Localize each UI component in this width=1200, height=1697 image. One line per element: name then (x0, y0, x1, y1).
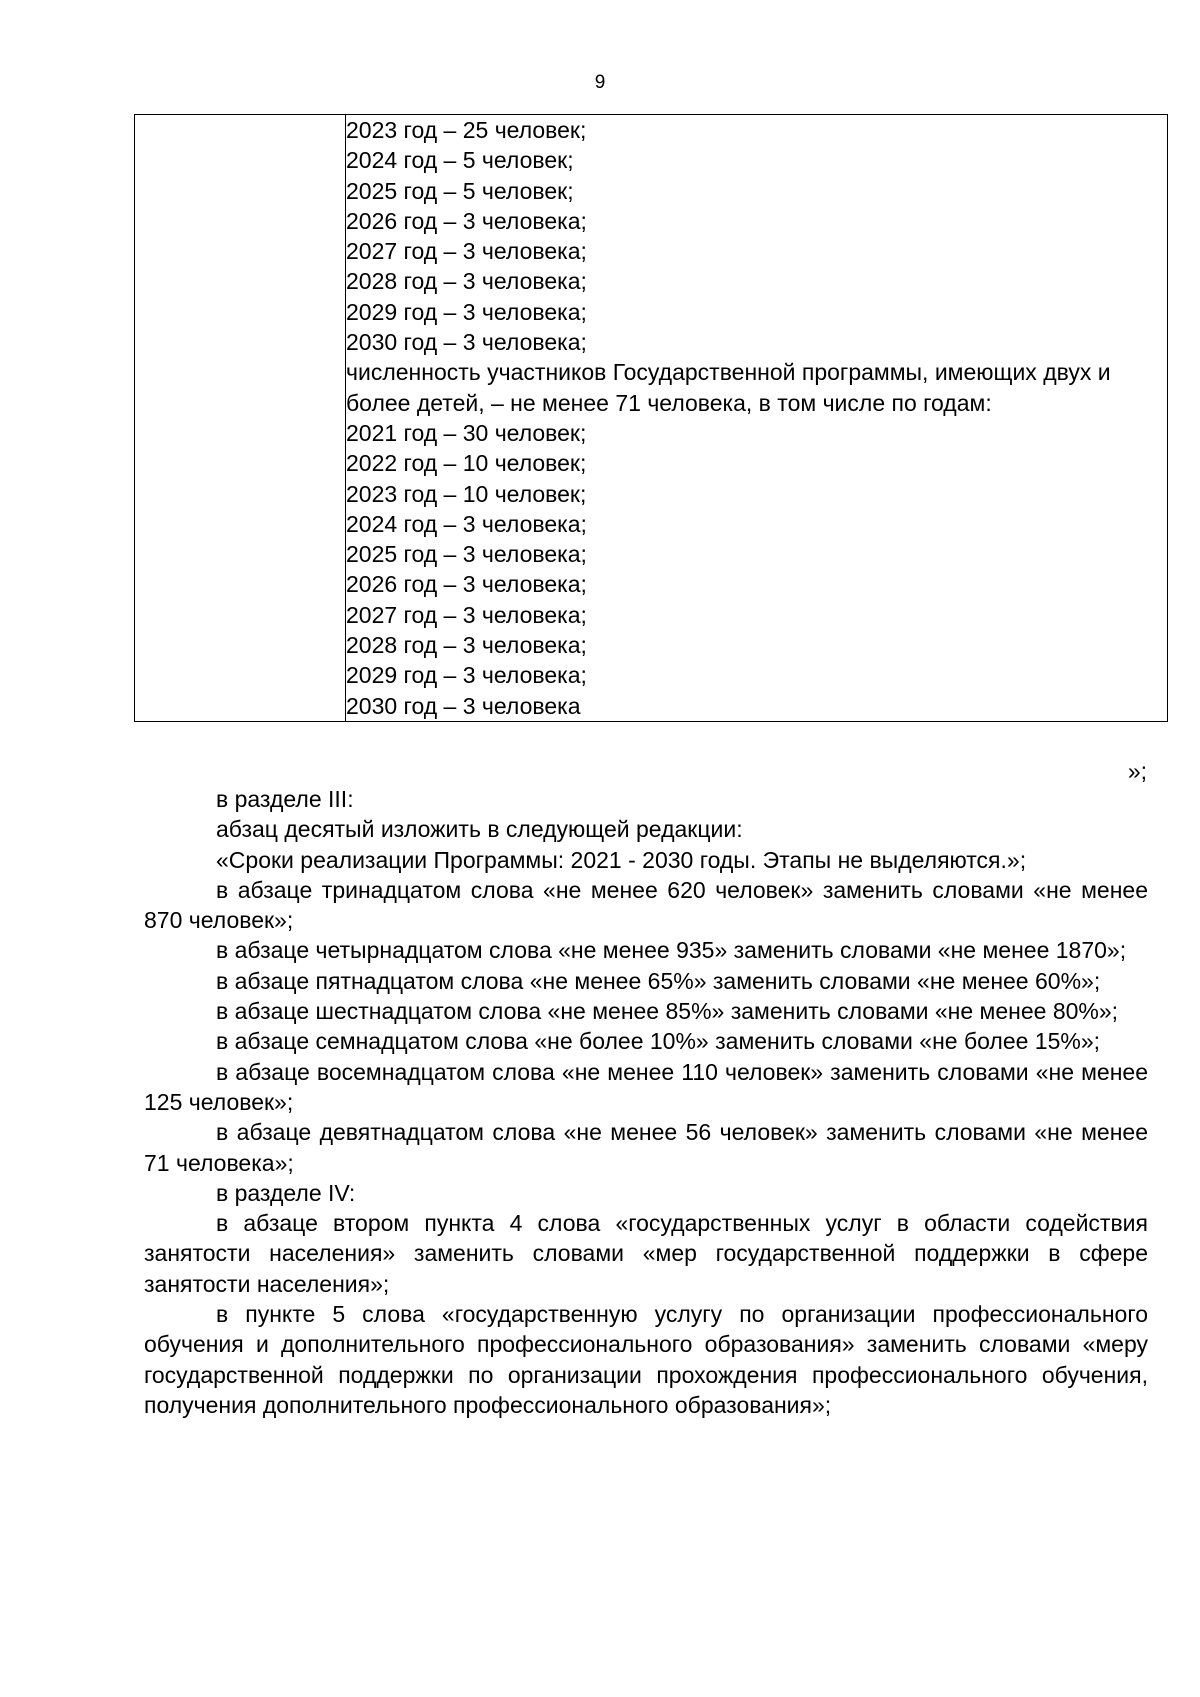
page-number: 9 (594, 72, 606, 93)
table-line: 2026 год – 3 человека; (346, 207, 587, 234)
paragraph: в абзаце четырнадцатом слова «не менее 935» заменить словами «не менее 1870»; (216, 937, 1127, 964)
table-line: 2028 год – 3 человека; (346, 268, 587, 295)
table-line: 2024 год – 5 человек; (346, 147, 574, 174)
amendments-text (144, 784, 1148, 1420)
table-right-cell (346, 115, 1168, 722)
table-line: 2023 год – 10 человек; (346, 480, 587, 507)
table-line: 2029 год – 3 человека; (346, 298, 587, 325)
table-line: 2021 год – 30 человек; (346, 419, 587, 446)
table-line-participants-two-children: численность участников Государственной программы, имеющих двух и более детей, – не менее 71 человека, в том числе по годам: (346, 359, 1111, 416)
paragraph: в абзаце пятнадцатом слова «не менее 65%» заменить словами «не менее 60%»; (216, 967, 1101, 994)
table-left-cell (135, 115, 346, 722)
table-line: 2030 год – 3 человека; (346, 329, 587, 356)
paragraph: в абзаце тринадцатом слова «не менее 620 человек» заменить словами «не менее 870 человек»; (144, 876, 1148, 934)
table-line: 2028 год – 3 человека; (346, 632, 587, 659)
paragraph: абзац десятый изложить в следующей редакции: (216, 816, 743, 843)
table-line: 2030 год – 3 человека (346, 692, 581, 719)
table-line: 2023 год – 25 человек; (346, 117, 587, 143)
table-line: 2025 год – 5 человек; (346, 177, 574, 204)
table-row (135, 115, 1168, 722)
program-passport-table (134, 114, 1168, 722)
table-line: 2027 год – 3 человека; (346, 601, 587, 628)
paragraph: в абзаце втором пункта 4 слова «государственных услуг в области содействия занятости населения» заменить словами «мер государственной поддержки в сфере занятости населения»; (144, 1210, 1148, 1297)
paragraph: в абзаце восемнадцатом слова «не менее 110 человек» заменить словами «не менее 125 человек»; (144, 1058, 1148, 1115)
paragraph-section-3: в разделе III: (216, 786, 354, 812)
table-line: 2024 год – 3 человека; (346, 510, 587, 537)
paragraph: в пункте 5 слова «государственную услугу по организации профессионального обучения и дополнительного профессионального образования» заменить словами «меру государственной поддержки по организации прохождения профессионального обучения, получения дополнительного профессионального образования»; (144, 1301, 1148, 1418)
paragraph-section-4: в разделе IV: (216, 1179, 356, 1206)
table-line: 2022 год – 10 человек; (346, 450, 587, 477)
paragraph: в абзаце семнадцатом слова «не более 10%» заменить словами «не более 15%»; (216, 1028, 1101, 1055)
table-line: 2027 год – 3 человека; (346, 238, 587, 265)
table-line: 2029 год – 3 человека; (346, 662, 587, 689)
paragraph: в абзаце шестнадцатом слова «не менее 85%» заменить словами «не менее 80%»; (216, 998, 1119, 1025)
paragraph: «Сроки реализации Программы: 2021 - 2030 годы. Этапы не выделяются.»; (216, 846, 1027, 873)
closing-quote: »; (1127, 758, 1147, 784)
table-line: 2026 год – 3 человека; (346, 571, 587, 598)
table-line: 2025 год – 3 человека; (346, 541, 587, 568)
paragraph: в абзаце девятнадцатом слова «не менее 56 человек» заменить словами «не менее 71 человека»; (144, 1119, 1148, 1176)
